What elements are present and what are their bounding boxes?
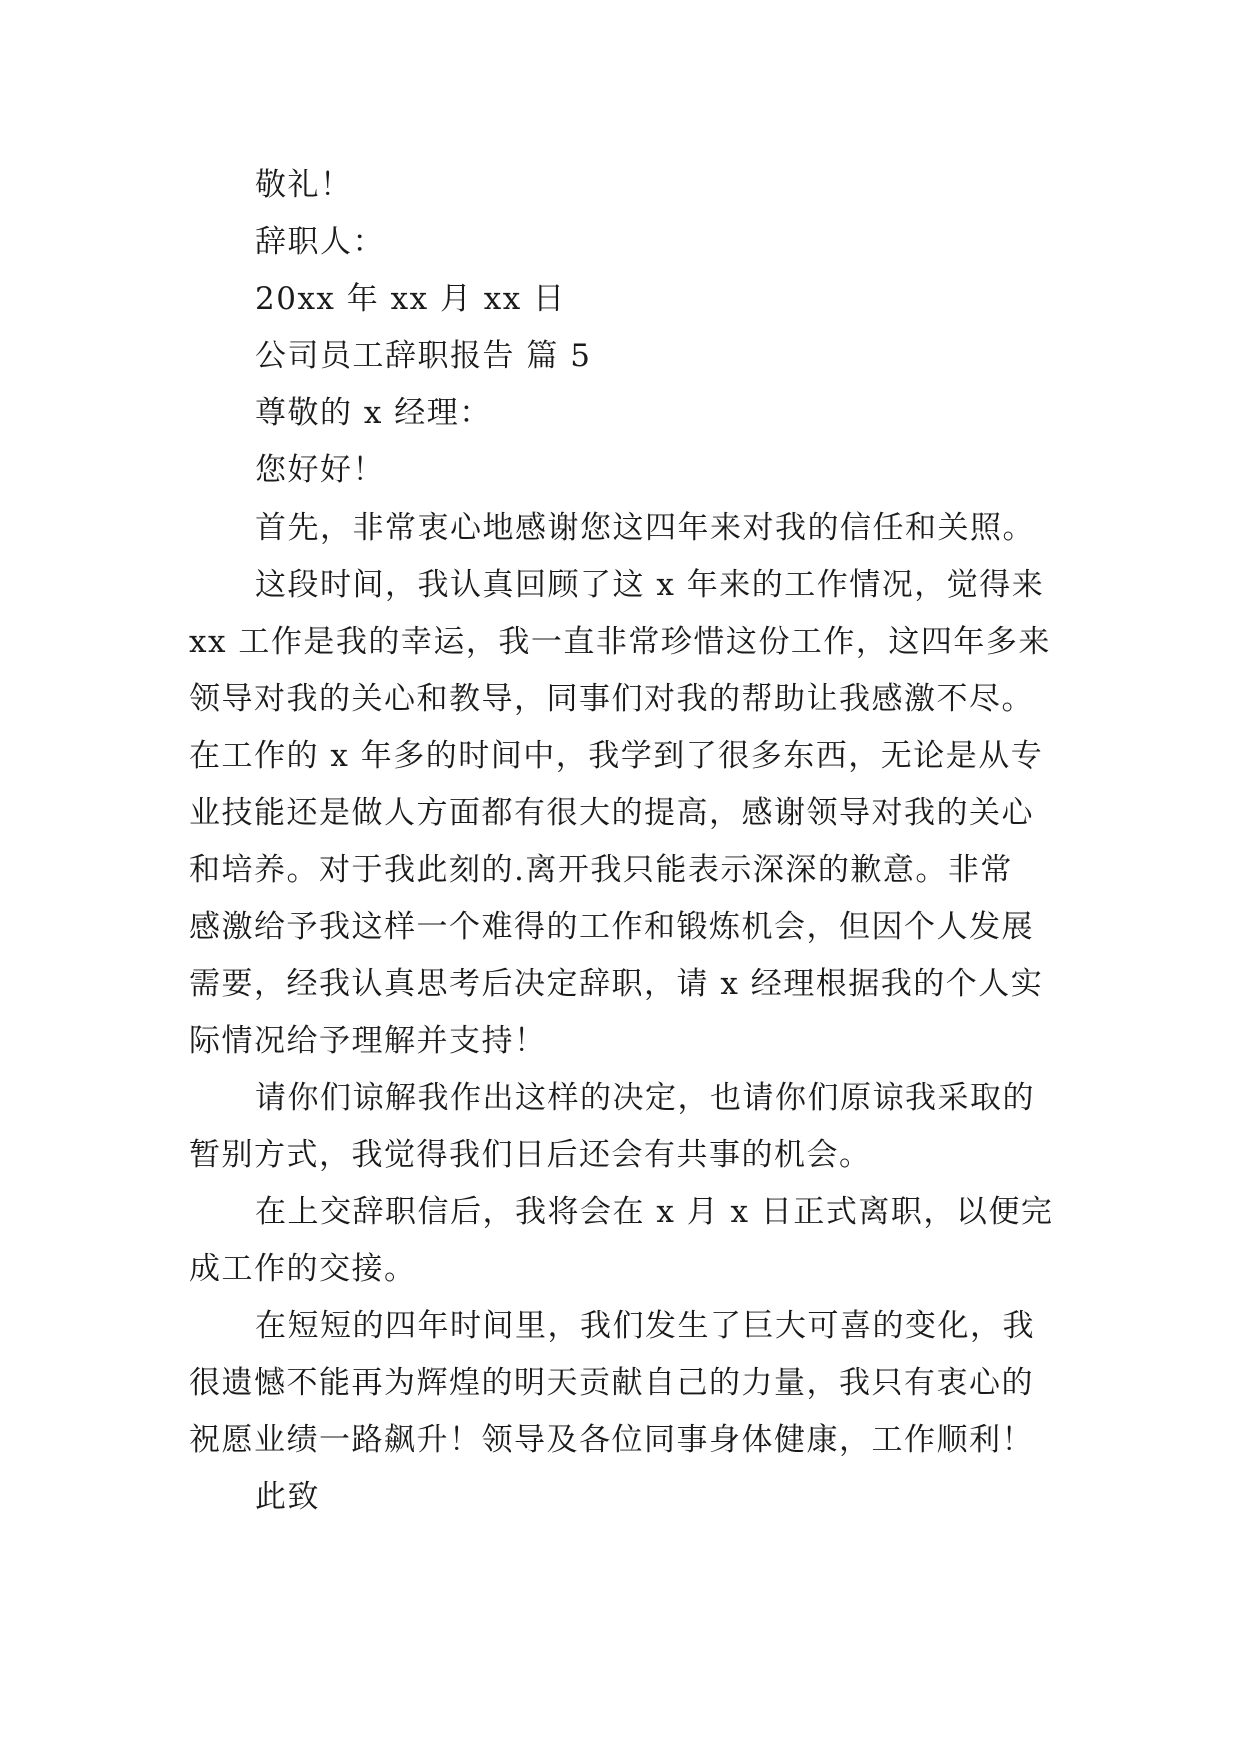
- section-heading: 公司员工辞职报告 篇 5: [255, 338, 592, 374]
- paragraph-line: 首先，非常衷心地感谢您这四年来对我的信任和关照。: [255, 510, 1035, 546]
- signature-date: 20xx 年 xx 月 xx 日: [255, 281, 566, 317]
- closing-salute: 敬礼！: [255, 167, 353, 203]
- paragraph-line: 感激给予我这样一个难得的工作和锻炼机会，但因个人发展: [189, 909, 1034, 945]
- paragraph-line: 业技能还是做人方面都有很大的提高，感谢领导对我的关心: [189, 795, 1034, 831]
- paragraph-line: 需要，经我认真思考后决定辞职，请 x 经理根据我的个人实: [189, 966, 1044, 1002]
- paragraph-line: 很遗憾不能再为辉煌的明天贡献自己的力量，我只有衷心的: [189, 1365, 1034, 1401]
- paragraph-line: 领导对我的关心和教导，同事们对我的帮助让我感激不尽。: [189, 681, 1034, 717]
- greeting: 您好好！: [255, 452, 385, 488]
- paragraph-line: 请你们谅解我作出这样的决定，也请你们原谅我采取的: [255, 1080, 1035, 1116]
- paragraph-line: 祝愿业绩一路飙升！领导及各位同事身体健康，工作顺利！: [189, 1422, 1034, 1458]
- signer-label: 辞职人：: [255, 224, 385, 260]
- paragraph-line: 这段时间，我认真回顾了这 x 年来的工作情况，觉得来: [255, 567, 1045, 603]
- paragraph-line: 际情况给予理解并支持！: [189, 1023, 547, 1059]
- paragraph-line: 和培养。对于我此刻的.离开我只能表示深深的歉意。非常: [189, 852, 1013, 888]
- salutation: 尊敬的 x 经理：: [255, 395, 492, 431]
- paragraph-line: 在工作的 x 年多的时间中，我学到了很多东西，无论是从专: [189, 738, 1044, 774]
- closing-phrase: 此致: [255, 1479, 320, 1515]
- paragraph-line: 成工作的交接。: [189, 1251, 417, 1287]
- paragraph-line: 在短短的四年时间里，我们发生了巨大可喜的变化，我: [255, 1308, 1035, 1344]
- paragraph-line: 暂别方式，我觉得我们日后还会有共事的机会。: [189, 1137, 872, 1173]
- paragraph-line: 在上交辞职信后，我将会在 x 月 x 日正式离职，以便完: [255, 1194, 1054, 1230]
- paragraph-line: xx 工作是我的幸运，我一直非常珍惜这份工作，这四年多来: [189, 624, 1051, 660]
